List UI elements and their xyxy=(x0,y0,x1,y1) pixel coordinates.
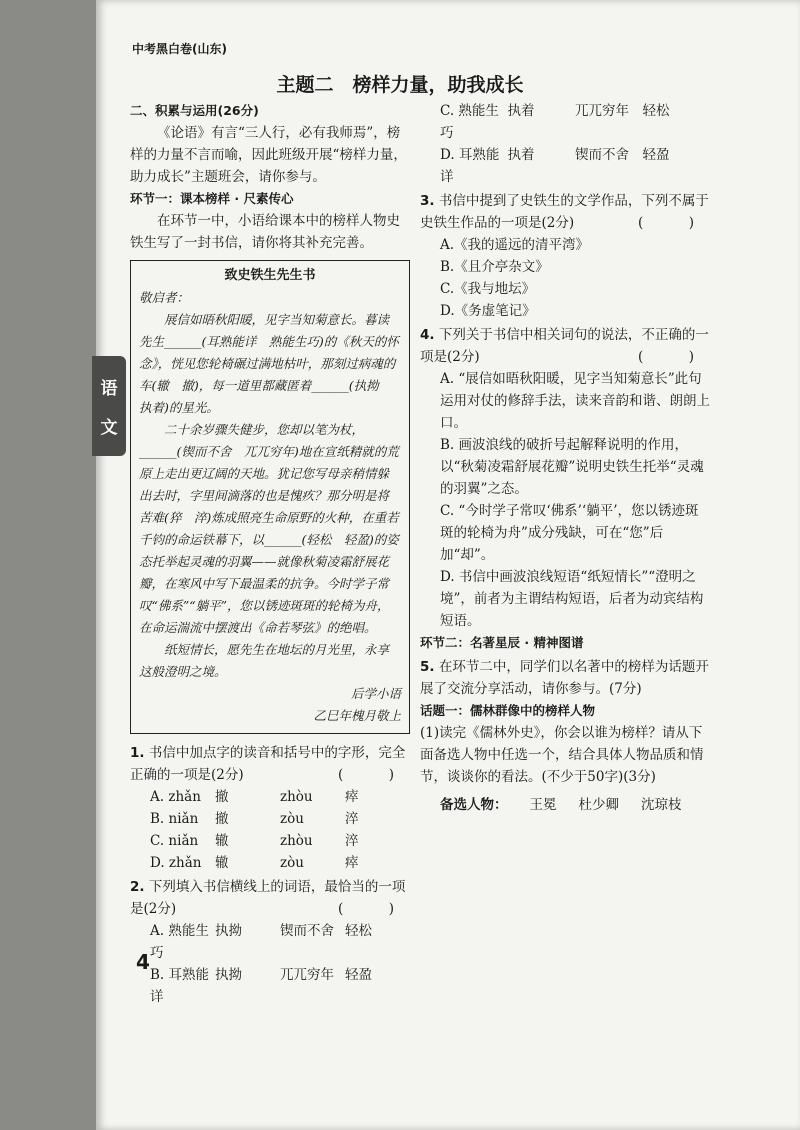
question-2 xyxy=(130,876,410,1008)
intro-text: 《论语》有言“三人行，必有我师焉”，榜样的力量不言而喻，因此班级开展“榜样力量，助力成长”主题班会，请你参与。 xyxy=(130,125,407,185)
question-stem: 下列关于书信中相关词句的说法，不正确的一项是(2分) xyxy=(420,327,709,365)
question-number: 3. xyxy=(420,193,435,209)
answer-parens: ( ) xyxy=(337,767,410,783)
link1-title: 环节一：课本榜样 · 尺素传心 xyxy=(130,191,294,206)
question-number: 2. xyxy=(130,879,145,895)
question-number: 1. xyxy=(130,745,145,761)
question-5 xyxy=(420,656,710,816)
candidate: 王冕 xyxy=(529,797,557,813)
link1-intro: 在环节一中，小语给课本中的榜样人物史铁生写了一封书信，请你将其补充完善。 xyxy=(130,213,400,251)
candidate: 杜少卿 xyxy=(578,797,619,813)
question-number: 4. xyxy=(420,327,435,343)
question-1 xyxy=(130,742,410,874)
link2-title: 环节二：名著星辰 · 精神图谱 xyxy=(420,635,584,650)
letter-greeting: 敬启者： xyxy=(139,290,190,305)
option-item[interactable]: A.《我的遥远的清平湾》 xyxy=(440,237,590,253)
option-row[interactable]: B. 耳熟能详 执拗 兀兀穷年 轻盈 xyxy=(150,967,372,1005)
option-item[interactable]: D.《务虚笔记》 xyxy=(440,303,536,319)
answer-parens: ( ) xyxy=(637,215,710,231)
option-row[interactable]: A. 熟能生巧 执拗 锲而不舍 轻松 xyxy=(150,923,372,961)
option-row[interactable]: D. zhǎn 辙 zòu 瘁 xyxy=(150,855,359,871)
question-4 xyxy=(420,324,710,632)
right-column xyxy=(420,100,710,816)
page-title: 主题二 榜样力量，助我成长 xyxy=(276,74,524,96)
question-stem: 书信中加点字的读音和括号中的字形，完全正确的一项是(2分) xyxy=(130,745,406,783)
header-label: 中考黑白卷(山东) xyxy=(132,42,227,56)
left-column xyxy=(130,100,410,1008)
option-row[interactable]: B. niǎn 撤 zòu 淬 xyxy=(150,811,359,827)
letter-date: 乙巳年槐月敬上 xyxy=(313,708,401,723)
letter-signature: 后学小语 xyxy=(350,686,401,701)
option-row[interactable]: C. niǎn 辙 zhòu 淬 xyxy=(150,833,359,849)
candidate-list: 备选人物： 王冕 杜少卿 沈琼枝 xyxy=(440,797,682,813)
letter-paragraph: 二十余岁骤失健步，您却以笔为杖，______(锲而不舍 兀兀穷年)地在宣纸精就的荒原上走出更辽阔的天地。犹记您写母亲稍情躲出去时，字里间滴落的也是愧疚？那分明是将苦难(猝 淬)炼成照亮生命原野的火种，在重若千钧的命运铁幕下，以______(轻松 轻盈)的姿态托举起灵魂的羽翼——就像秋菊凌霜舒展花瓣，在寒风中写下最温柔的抗争。今时学子常叹“佛系”“躺平”，您以锈迹斑斑的轮椅为舟，在命运湍流中摆渡出《命若琴弦》的绝唱。 xyxy=(139,422,399,635)
letter-title: 致史铁生先生书 xyxy=(224,268,316,283)
answer-parens: ( ) xyxy=(337,901,410,917)
page-number: 4 xyxy=(136,950,150,974)
option-item[interactable]: B.《且介亭杂文》 xyxy=(440,259,549,275)
subject-tab xyxy=(92,356,126,456)
option-item[interactable]: C. “今时学子常叹‘佛系’‘躺平’，您以锈迹斑斑的轮椅为舟”成分残缺，可在“您”后加“却”。 xyxy=(440,503,699,563)
task-text: (1)读完《儒林外史》，你会以谁为榜样？请从下面备选人物中任选一个，结合具体人物品质和情节，谈谈你的看法。(不少于50字)(3分) xyxy=(420,725,704,785)
letter-box xyxy=(130,260,410,734)
question-stem: 书信中提到了史铁生的文学作品，下列不属于史铁生作品的一项是(2分) xyxy=(420,193,709,231)
letter-paragraph: 纸短情长，愿先生在地坛的月光里，永享这般澄明之境。 xyxy=(139,642,390,679)
question-stem: 在环节二中，同学们以名著中的榜样为话题开展了交流分享活动，请你参与。(7分) xyxy=(420,659,709,697)
answer-parens: ( ) xyxy=(637,349,710,365)
topic-heading: 话题一：儒林群像中的榜样人物 xyxy=(420,703,596,718)
option-item[interactable]: D. 书信中画波浪线短语“纸短情长”“澄明之境”，前者为主谓结构短语，后者为动宾结构短语。 xyxy=(440,569,704,629)
letter-paragraph: 展信如晤秋阳暖，见字当知菊意长。暮读先生______(耳熟能详 熟能生巧)的《秋天的怀念》，恍见您轮椅碾过满地枯叶，那刻过病魂的车(辙 撤)，每一道里都藏匿着______(执拗 执着)的星光。 xyxy=(139,312,399,415)
option-item[interactable]: C.《我与地坛》 xyxy=(440,281,536,297)
question-number: 5. xyxy=(420,659,435,675)
option-row[interactable]: A. zhǎn 撤 zhòu 瘁 xyxy=(150,789,359,805)
option-row[interactable]: D. 耳熟能详 执着 锲而不舍 轻盈 xyxy=(440,147,670,185)
subject-tab-char: 语 xyxy=(100,379,118,399)
subject-tab-char: 文 xyxy=(100,418,118,438)
candidate: 沈琼枝 xyxy=(641,797,682,813)
option-row[interactable]: C. 熟能生巧 执着 兀兀穷年 轻松 xyxy=(440,103,670,141)
question-stem: 下列填入书信横线上的词语，最恰当的一项是(2分) xyxy=(130,879,406,917)
option-item[interactable]: B. 画波浪线的破折号起解释说明的作用，以“秋菊凌霜舒展花瓣”说明史铁生托举“灵魂的羽翼”之态。 xyxy=(440,437,704,497)
question-3 xyxy=(420,190,710,322)
option-item[interactable]: A. “展信如晤秋阳暖，见字当知菊意长”此句运用对仗的修辞手法，读来音韵和谐、朗朗上口。 xyxy=(440,371,710,431)
section-heading: 二、积累与运用(26分) xyxy=(130,103,259,118)
